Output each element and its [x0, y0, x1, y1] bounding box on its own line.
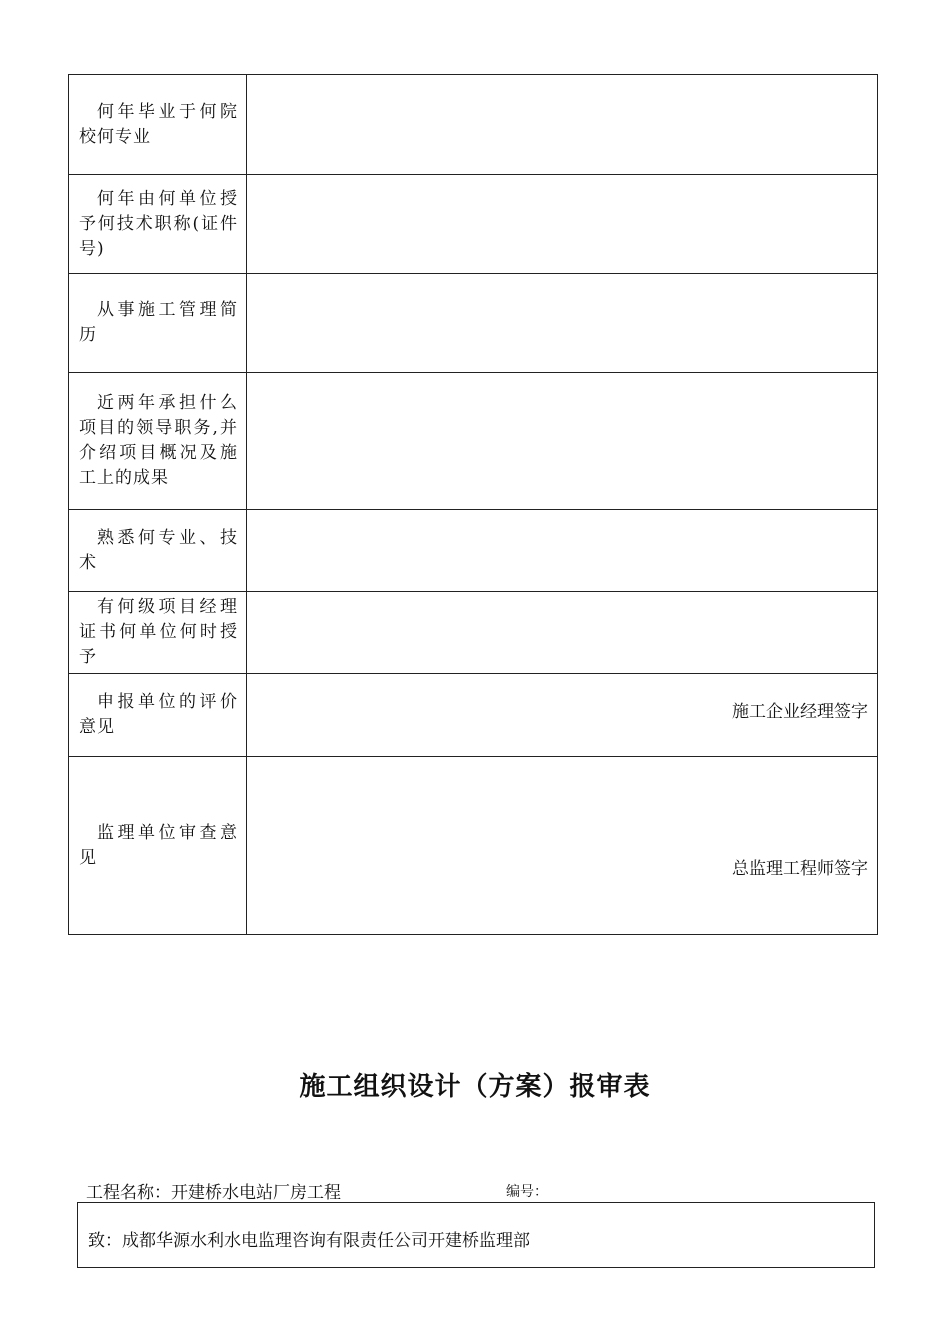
value-cell-technical-title[interactable] — [247, 175, 878, 274]
table-row — [69, 592, 878, 674]
personnel-qualification-table — [68, 74, 878, 935]
row-label-recent-projects: 近两年承担什么项目的领导职务,并介绍项目概况及施工上的成果 — [69, 373, 247, 510]
table-row — [69, 510, 878, 592]
row-label-management-resume: 从事施工管理简历 — [69, 274, 247, 373]
table-row — [69, 175, 878, 274]
row-label-supervisor-opinion: 监理单位审查意见 — [69, 757, 247, 935]
row-label-applicant-opinion: 申报单位的评价意见 — [69, 674, 247, 757]
value-cell-supervisor-opinion[interactable] — [247, 757, 878, 935]
page-title: 施工组织设计（方案）报审表 — [299, 1072, 651, 1102]
value-cell-management-resume[interactable] — [247, 274, 878, 373]
table-row — [69, 373, 878, 510]
project-name-label: 工程名称：开建桥水电站厂房工程 — [86, 1183, 341, 1203]
row-label-familiar-specialty: 熟悉何专业、技术 — [69, 510, 247, 592]
table-row — [69, 75, 878, 175]
row-label-graduation: 何年毕业于何院校何专业 — [69, 75, 247, 175]
table-row — [69, 274, 878, 373]
row-label-pm-certificate: 有何级项目经理证书何单位何时授予 — [69, 592, 247, 674]
table-row — [69, 674, 878, 757]
table-row — [69, 757, 878, 935]
row-label-technical-title: 何年由何单位授予何技术职称(证件号) — [69, 175, 247, 274]
value-cell-pm-certificate[interactable] — [247, 592, 878, 674]
chief-supervisor-signature-label: 总监理工程师签字 — [732, 859, 868, 879]
value-cell-familiar-specialty[interactable] — [247, 510, 878, 592]
value-cell-graduation[interactable] — [247, 75, 878, 175]
manager-signature-label: 施工企业经理签字 — [732, 702, 868, 722]
value-cell-recent-projects[interactable] — [247, 373, 878, 510]
serial-number-label: 编号： — [506, 1184, 548, 1200]
value-cell-applicant-opinion[interactable] — [247, 674, 878, 757]
addressee-text: 致：成都华源水利水电监理咨询有限责任公司开建桥监理部 — [88, 1231, 530, 1251]
addressee-box — [77, 1202, 875, 1268]
